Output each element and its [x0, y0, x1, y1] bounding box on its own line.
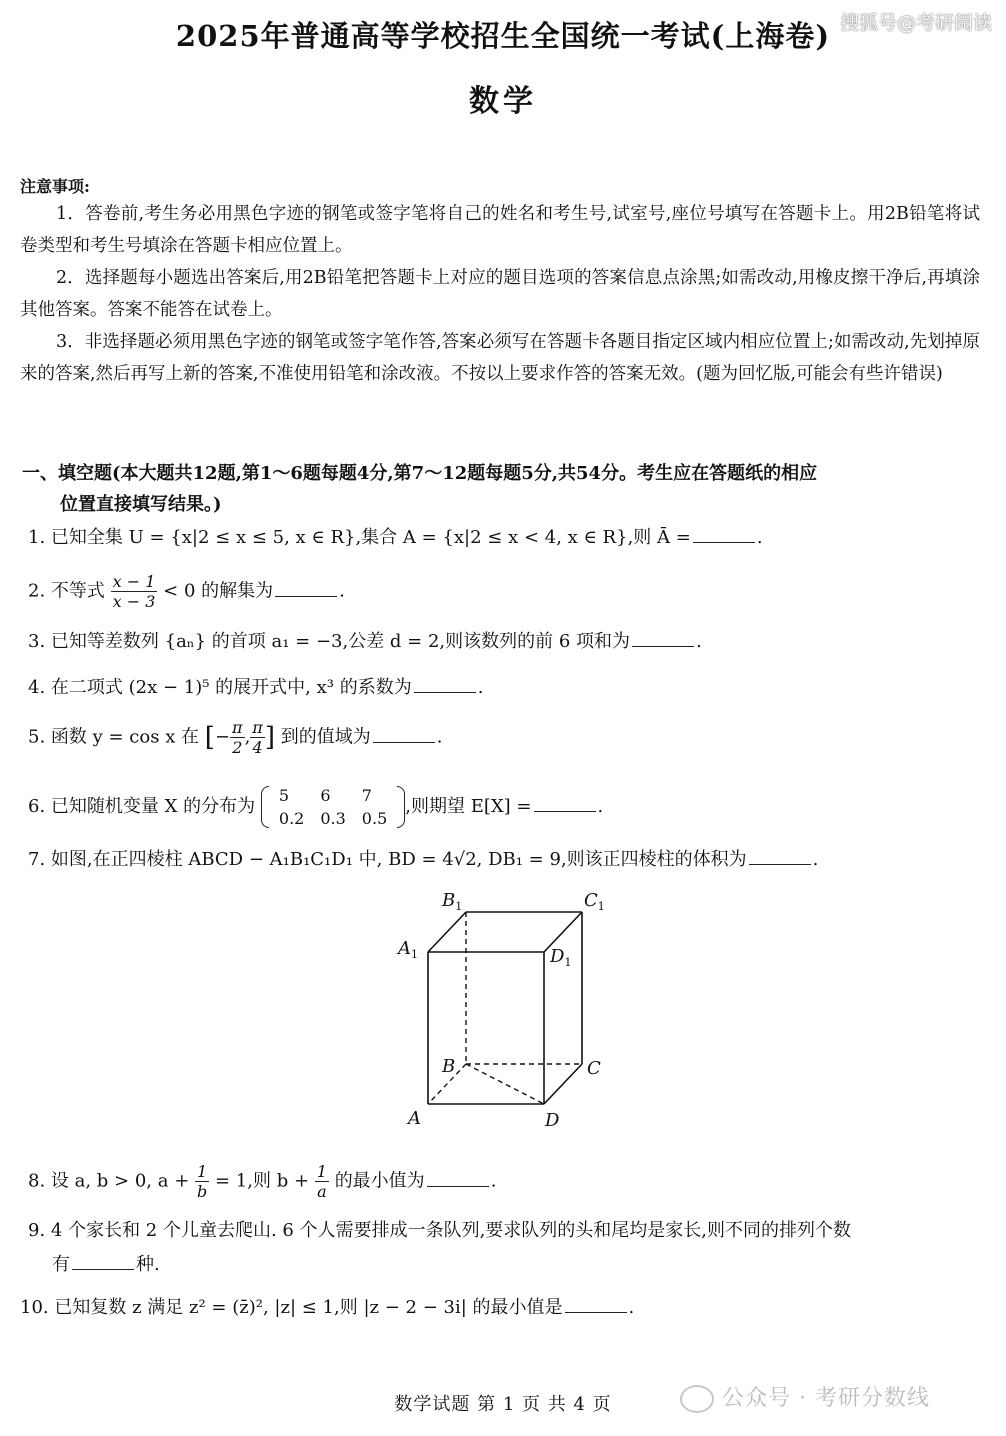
watermark-top: 搜狐号@考研阅读 [839, 12, 992, 34]
answer-blank-10[interactable] [565, 1294, 627, 1313]
fraction: $\frac{1}{a}$ [316, 1162, 327, 1201]
answer-blank-2[interactable] [275, 578, 337, 597]
matrix-cell: 5 [278, 786, 290, 805]
question-7: 7. 如图,在正四棱柱 ABCD − A₁B₁C₁D₁ 中, BD = 4√2, DB₁ = 9,则该正四棱柱的体积为 . [28, 846, 818, 874]
question-3: 3. 已知等差数列 {aₙ} 的首项 a₁ = −3,公差 d = 2,则该数列的前 6 项和为 . [28, 628, 702, 656]
wechat-logo-icon [680, 1385, 714, 1413]
left-bracket: [ [204, 722, 215, 753]
fraction: $\frac{\pi}{2}$ [232, 718, 243, 757]
matrix-cell: 0.3 [320, 809, 346, 828]
question-6: 6. 已知随机变量 X 的分布为 5 6 7 0.2 0.3 0.5 ,则期望 E[X] = . [28, 786, 604, 828]
diagonal-BD-hidden [466, 1064, 544, 1104]
answer-blank-8[interactable] [427, 1168, 489, 1187]
label-C: C [587, 1058, 601, 1079]
answer-blank-3[interactable] [632, 628, 694, 647]
answer-blank-9[interactable] [72, 1251, 134, 1270]
question-4: 4. 在二项式 (2x − 1)⁵ 的展开式中, x³ 的系数为 . [28, 674, 483, 702]
answer-blank-7[interactable] [749, 846, 811, 865]
label-B: B [442, 1056, 456, 1077]
label-A1: $A_1$ [398, 938, 418, 961]
exam-subject: 数学 [469, 84, 537, 119]
label-B1: $B_1$ [442, 890, 463, 913]
answer-blank-6[interactable] [534, 793, 596, 812]
label-A: A [408, 1108, 421, 1129]
fraction: $\frac{1}{b}$ [197, 1162, 208, 1201]
fraction: $\frac{\pi}{4}$ [252, 718, 263, 757]
label-C1: $C_1$ [584, 890, 605, 913]
right-bracket: ] [264, 722, 275, 753]
question-2: 2. 不等式 $\frac{x - 1}{x - 3}$ < 0 的解集为 . [28, 572, 345, 611]
question-5: 5. 函数 y = cos x 在 [− $\frac{\pi}{2}$ , $\frac{\pi}{4}$ ] 到的值域为 . [28, 718, 443, 757]
question-8: 8. 设 a, b > 0, a + $\frac{1}{b}$ = 1,则 b + $\frac{1}{a}$ 的最小值为 . [28, 1162, 497, 1201]
section-heading [22, 458, 988, 520]
edge-CD [544, 1064, 582, 1104]
fraction: $\frac{x - 1}{x - 3}$ [112, 572, 156, 611]
question-10: 10. 已知复数 z 满足 z² = (z̄)², |z| ≤ 1,则 |z − 2 − 3i| 的最小值是 . [20, 1294, 634, 1322]
answer-blank-5[interactable] [373, 724, 435, 743]
prism-figure [380, 884, 620, 1134]
answer-blank-4[interactable] [414, 674, 476, 693]
matrix-cell: 0.2 [278, 809, 305, 828]
question-9: 9. 4 个家长和 2 个儿童去爬山. 6 个人需要排成一条队列,要求队列的头和尾均是家长,则不同的排列个数 有 种. [28, 1220, 852, 1275]
page-footer: 数学试题 第 1 页 共 4 页 [394, 1394, 612, 1415]
exam-title: 2025年普通高等学校招生全国统一考试(上海卷) [175, 19, 831, 53]
notice-item-1: 1．答卷前,考生务必用黑色字迹的钢笔或签字笔将自己的姓名和考生号,试室号,座位号填写在答题卡上。用2B铅笔将试卷类型和考生号填涂在答题卡相应位置上。 [20, 204, 980, 256]
label-D1: $D_1$ [550, 946, 572, 969]
watermark-bottom: 公众号 · 考研分数线 [680, 1381, 930, 1413]
label-D: D [545, 1110, 560, 1131]
question-1: 1. 已知全集 U = {x|2 ≤ x ≤ 5, x ∈ R},集合 A = {x|2 ≤ x < 4, x ∈ R},则 Ā = . [28, 524, 763, 552]
matrix-cell: 7 [361, 786, 372, 805]
edge-A1B1 [428, 912, 466, 952]
section-heading-line2: 位置直接填写结果。) [60, 494, 222, 515]
notice-item-3: 3．非选择题必须用黑色字迹的钢笔或签字笔作答,答案必须写在答题卡各题目指定区域内相应位置上;如需改动,先划掉原来的答案,然后再写上新的答案,不准使用铅笔和涂改液。不按以上要求作答的答案无效。(题为回忆版,可能会有些许错误) [20, 332, 980, 384]
distribution-matrix [261, 784, 405, 830]
section-heading-line1: 一、填空题(本大题共12题,第1～6题每题4分,第7～12题每题5分,共54分。考生应在答题纸的相应 [22, 463, 818, 484]
matrix-cell: 6 [320, 786, 331, 805]
answer-blank-1[interactable] [693, 524, 755, 543]
matrix-cell: 0.5 [361, 809, 388, 828]
notice-heading: 注意事项: [20, 177, 90, 196]
notice-item-2: 2．选择题每小题选出答案后,用2B铅笔把答题卡上对应的题目选项的答案信息点涂黑;如需改动,用橡皮擦干净后,再填涂其他答案。答案不能答在试卷上。 [20, 268, 980, 320]
